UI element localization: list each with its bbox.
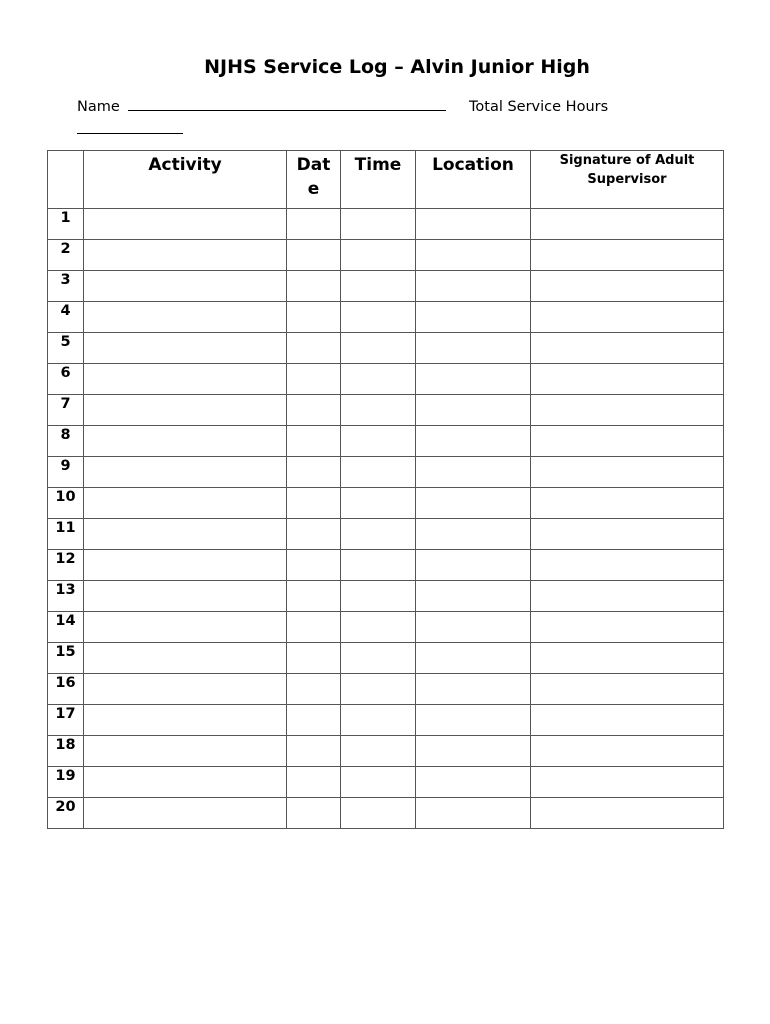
row-number: 20: [48, 798, 84, 829]
date-cell[interactable]: [287, 333, 341, 364]
header-signature-of-adult-supervisor: Signature of Adult Supervisor: [531, 151, 724, 209]
table-row: [48, 395, 724, 426]
table-row: [48, 271, 724, 302]
time-cell[interactable]: [341, 488, 416, 519]
activity-cell[interactable]: [84, 209, 287, 240]
log-body: [48, 209, 724, 829]
date-cell[interactable]: [287, 736, 341, 767]
date-cell[interactable]: [287, 612, 341, 643]
location-cell[interactable]: [416, 643, 531, 674]
row-number: 18: [48, 736, 84, 767]
time-cell[interactable]: [341, 798, 416, 829]
time-cell[interactable]: [341, 736, 416, 767]
time-cell[interactable]: [341, 426, 416, 457]
header-activity: Activity: [84, 151, 287, 209]
date-cell[interactable]: [287, 302, 341, 333]
location-cell[interactable]: [416, 457, 531, 488]
time-cell[interactable]: [341, 395, 416, 426]
activity-cell[interactable]: [84, 705, 287, 736]
table-row: [48, 767, 724, 798]
time-cell[interactable]: [341, 705, 416, 736]
table-row: [48, 519, 724, 550]
activity-cell[interactable]: [84, 736, 287, 767]
date-cell[interactable]: [287, 767, 341, 798]
signature-cell[interactable]: [531, 581, 724, 612]
time-cell[interactable]: [341, 240, 416, 271]
signature-cell[interactable]: [531, 302, 724, 333]
activity-cell[interactable]: [84, 364, 287, 395]
location-cell[interactable]: [416, 240, 531, 271]
header-location: Location: [416, 151, 531, 209]
signature-cell[interactable]: [531, 643, 724, 674]
date-cell[interactable]: [287, 457, 341, 488]
header-time: Time: [341, 151, 416, 209]
date-cell[interactable]: [287, 395, 341, 426]
signature-cell[interactable]: [531, 550, 724, 581]
row-number: 1: [48, 209, 84, 240]
total-service-hours-label: Total Service Hours: [469, 99, 609, 115]
activity-cell[interactable]: [84, 519, 287, 550]
table-row: [48, 333, 724, 364]
row-number: 2: [48, 240, 84, 271]
table-row: [48, 612, 724, 643]
row-number: 3: [48, 271, 84, 302]
row-number: 9: [48, 457, 84, 488]
activity-cell[interactable]: [84, 488, 287, 519]
date-cell[interactable]: [287, 705, 341, 736]
signature-cell[interactable]: [531, 240, 724, 271]
time-cell[interactable]: [341, 457, 416, 488]
location-cell[interactable]: [416, 798, 531, 829]
time-cell[interactable]: [341, 271, 416, 302]
date-cell[interactable]: [287, 488, 341, 519]
location-cell[interactable]: [416, 364, 531, 395]
date-cell[interactable]: [287, 798, 341, 829]
row-number: 11: [48, 519, 84, 550]
row-number: 10: [48, 488, 84, 519]
signature-cell[interactable]: [531, 333, 724, 364]
activity-cell[interactable]: [84, 395, 287, 426]
table-row: [48, 581, 724, 612]
activity-cell[interactable]: [84, 643, 287, 674]
location-cell[interactable]: [416, 550, 531, 581]
date-cell[interactable]: [287, 643, 341, 674]
location-cell[interactable]: [416, 271, 531, 302]
time-cell[interactable]: [341, 209, 416, 240]
date-cell[interactable]: [287, 364, 341, 395]
time-cell[interactable]: [341, 674, 416, 705]
row-number: 19: [48, 767, 84, 798]
location-cell[interactable]: [416, 736, 531, 767]
signature-cell[interactable]: [531, 519, 724, 550]
activity-cell[interactable]: [84, 240, 287, 271]
date-cell[interactable]: [287, 240, 341, 271]
time-cell[interactable]: [341, 767, 416, 798]
date-cell[interactable]: [287, 271, 341, 302]
activity-cell[interactable]: [84, 767, 287, 798]
signature-cell[interactable]: [531, 271, 724, 302]
table-row: [48, 364, 724, 395]
location-cell[interactable]: [416, 395, 531, 426]
signature-cell[interactable]: [531, 705, 724, 736]
row-number: 5: [48, 333, 84, 364]
date-cell[interactable]: [287, 581, 341, 612]
activity-cell[interactable]: [84, 426, 287, 457]
row-number: 8: [48, 426, 84, 457]
row-number: 15: [48, 643, 84, 674]
signature-cell[interactable]: [531, 488, 724, 519]
row-number: 16: [48, 674, 84, 705]
header-date: Dat e: [287, 151, 341, 209]
location-cell[interactable]: [416, 488, 531, 519]
time-cell[interactable]: [341, 302, 416, 333]
row-number: 6: [48, 364, 84, 395]
document-title: NJHS Service Log – Alvin Junior High: [204, 56, 590, 78]
header-row-number: [48, 151, 84, 209]
table-row: [48, 798, 724, 829]
time-cell[interactable]: [341, 364, 416, 395]
table-row: [48, 302, 724, 333]
name-blank-line[interactable]: [128, 96, 446, 111]
table-row: [48, 643, 724, 674]
activity-cell[interactable]: [84, 333, 287, 364]
date-cell[interactable]: [287, 209, 341, 240]
table-row: [48, 705, 724, 736]
row-number: 7: [48, 395, 84, 426]
signature-cell[interactable]: [531, 364, 724, 395]
location-cell[interactable]: [416, 302, 531, 333]
location-cell[interactable]: [416, 705, 531, 736]
table-row: [48, 240, 724, 271]
service-log-table: [47, 150, 724, 829]
name-and-hours-line: [77, 96, 608, 115]
table-row: [48, 550, 724, 581]
signature-cell[interactable]: [531, 395, 724, 426]
activity-cell[interactable]: [84, 612, 287, 643]
table-row: [48, 426, 724, 457]
time-cell[interactable]: [341, 550, 416, 581]
activity-cell[interactable]: [84, 457, 287, 488]
date-cell[interactable]: [287, 426, 341, 457]
row-number: 17: [48, 705, 84, 736]
signature-cell[interactable]: [531, 674, 724, 705]
date-cell[interactable]: [287, 674, 341, 705]
signature-cell[interactable]: [531, 736, 724, 767]
activity-cell[interactable]: [84, 302, 287, 333]
location-cell[interactable]: [416, 333, 531, 364]
table-row: [48, 209, 724, 240]
signature-cell[interactable]: [531, 209, 724, 240]
signature-cell[interactable]: [531, 612, 724, 643]
row-number: 4: [48, 302, 84, 333]
time-cell[interactable]: [341, 519, 416, 550]
location-cell[interactable]: [416, 767, 531, 798]
activity-cell[interactable]: [84, 271, 287, 302]
signature-cell[interactable]: [531, 767, 724, 798]
row-number: 13: [48, 581, 84, 612]
activity-cell[interactable]: [84, 550, 287, 581]
row-number: 14: [48, 612, 84, 643]
time-cell[interactable]: [341, 581, 416, 612]
location-cell[interactable]: [416, 426, 531, 457]
time-cell[interactable]: [341, 612, 416, 643]
time-cell[interactable]: [341, 333, 416, 364]
location-cell[interactable]: [416, 209, 531, 240]
table-row: [48, 488, 724, 519]
activity-cell[interactable]: [84, 798, 287, 829]
signature-cell[interactable]: [531, 457, 724, 488]
table-row: [48, 736, 724, 767]
table-row: [48, 457, 724, 488]
time-cell[interactable]: [341, 643, 416, 674]
row-number: 12: [48, 550, 84, 581]
location-cell[interactable]: [416, 581, 531, 612]
signature-cell[interactable]: [531, 798, 724, 829]
date-cell[interactable]: [287, 519, 341, 550]
signature-cell[interactable]: [531, 426, 724, 457]
table-row: [48, 674, 724, 705]
location-cell[interactable]: [416, 519, 531, 550]
total-service-hours-blank-line[interactable]: [77, 119, 183, 134]
header-row: [48, 151, 724, 209]
date-cell[interactable]: [287, 550, 341, 581]
activity-cell[interactable]: [84, 674, 287, 705]
location-cell[interactable]: [416, 612, 531, 643]
activity-cell[interactable]: [84, 581, 287, 612]
name-label: Name: [77, 99, 120, 115]
location-cell[interactable]: [416, 674, 531, 705]
